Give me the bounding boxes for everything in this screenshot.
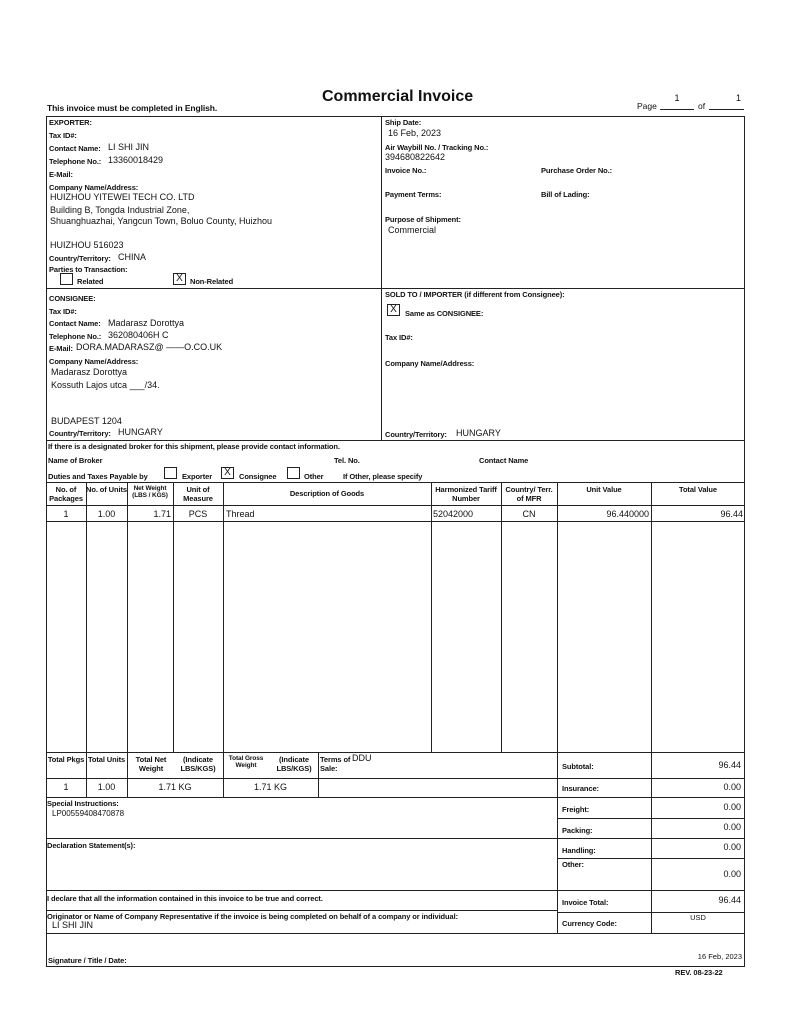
freight-value: 0.00 [723, 802, 741, 812]
consignee-heading: CONSIGNEE: [49, 294, 96, 303]
consignee-phone-label: Telephone No.: [49, 332, 102, 341]
sold-to-heading: SOLD TO / IMPORTER (if different from Consignee): [385, 290, 565, 299]
sold-to-country: HUNGARY [456, 428, 501, 438]
exporter-company-label: Company Name/Address: [49, 183, 139, 192]
exporter-heading: EXPORTER: [49, 118, 92, 127]
handling-value: 0.00 [723, 842, 741, 852]
sold-to-tax-label: Tax ID#: [385, 333, 413, 342]
col-header: Net Weight (LBS / KGS) [132, 485, 168, 499]
handling-label: Handling: [562, 846, 596, 855]
consignee-address-line: Kossuth Lajos utca ___/34. [51, 380, 160, 390]
terms-of-sale: DDU [352, 753, 372, 763]
english-note: This invoice must be completed in English. [47, 103, 218, 113]
awb-number: 394680822642 [385, 152, 446, 162]
awb-label: Air Waybill No. / Tracking No.: [385, 143, 489, 152]
parties-label: Parties to Transaction: [49, 265, 128, 274]
total-gross-weight: 1.71 KG [253, 782, 288, 792]
payment-terms-label: Payment Terms: [385, 190, 442, 199]
same-as-consignee-label: Same as CONSIGNEE: [405, 309, 484, 318]
non-related-checkbox[interactable]: X [173, 273, 186, 285]
insurance-value: 0.00 [723, 782, 741, 792]
col-header: Total Value [679, 485, 717, 494]
originator-label: Originator or Name of Company Representative if the invoice is being completed on behalf of a company or individual: [47, 912, 458, 921]
cell-net-weight: 1.71 [153, 509, 171, 519]
duties-consignee-checkbox[interactable]: X [221, 467, 234, 479]
sold-to-company-label: Company Name/Address: [385, 359, 475, 368]
revision-label: REV. 08-23-22 [675, 968, 723, 977]
duties-exporter-label: Exporter [182, 472, 213, 481]
of-label: of [698, 101, 706, 111]
currency-code: USD [690, 913, 706, 922]
total-gross-indicate: (Indicate LBS/KGS) [276, 755, 312, 773]
total-pkgs-label: Total Pkgs [47, 755, 85, 764]
exporter-contact-label: Contact Name: [49, 144, 101, 153]
related-label: Related [77, 277, 104, 286]
total-pkgs: 1 [63, 782, 69, 792]
col-header: Description of Goods [289, 489, 365, 498]
other-value: 0.00 [723, 869, 741, 879]
special-instructions-label: Special Instructions: [47, 799, 119, 808]
po-label: Purchase Order No.: [541, 166, 613, 175]
sold-to-country-label: Country/Territory: [385, 430, 447, 439]
invoice-form [46, 116, 745, 967]
packing-label: Packing: [562, 826, 593, 835]
total-units-label: Total Units [87, 755, 126, 764]
subtotal-value: 96.44 [718, 760, 741, 770]
invoice-no-label: Invoice No.: [385, 166, 427, 175]
exporter-contact: LI SHI JIN [108, 142, 150, 152]
consignee-contact-label: Contact Name: [49, 319, 101, 328]
consignee-company-label: Company Name/Address: [49, 357, 139, 366]
subtotal-label: Subtotal: [562, 762, 594, 771]
duties-label: Duties and Taxes Payable by [48, 472, 148, 481]
exporter-address-line: HUIZHOU YITEWEI TECH CO. LTD [50, 192, 195, 202]
col-header: No. of Packages [49, 485, 83, 503]
col-header: Unit of Measure [183, 485, 213, 503]
consignee-contact: Madarasz Dorottya [108, 318, 185, 328]
consignee-address-line: BUDAPEST 1204 [51, 416, 122, 426]
exporter-address-line: Building B, Tongda Industrial Zone, [50, 205, 190, 215]
insurance-label: Insurance: [562, 784, 599, 793]
same-as-consignee-checkbox[interactable]: X [387, 304, 400, 316]
ship-date-label: Ship Date: [385, 118, 422, 127]
consignee-country: HUNGARY [118, 427, 163, 437]
consignee-tax-label: Tax ID#: [49, 307, 77, 316]
other-label: Other: [562, 860, 584, 869]
duties-consignee-label: Consignee [239, 472, 277, 481]
page-label: Page [637, 101, 657, 111]
page-count: 1 [709, 93, 744, 110]
signature-date: 16 Feb, 2023 [697, 952, 742, 961]
ship-date: 16 Feb, 2023 [388, 128, 442, 138]
total-gross-label: Total Gross Weight [228, 755, 264, 769]
col-header: Country/ Terr. of MFR [505, 485, 553, 503]
purpose: Commercial [388, 225, 437, 235]
consignee-phone: 362080406H C [108, 330, 169, 340]
related-checkbox[interactable] [60, 273, 73, 285]
currency-code-label: Currency Code: [562, 919, 617, 928]
signature-label: Signature / Title / Date: [48, 956, 127, 965]
total-units: 1.00 [97, 782, 116, 792]
cell-units: 1.00 [97, 509, 116, 519]
duties-specify-label: If Other, please specify [343, 472, 423, 481]
invoice-total-label: Invoice Total: [562, 898, 609, 907]
exporter-email-label: E-Mail: [49, 170, 73, 179]
bol-label: Bill of Lading: [541, 190, 590, 199]
consignee-address-line: Madarasz Dorottya [51, 367, 128, 377]
freight-label: Freight: [562, 805, 590, 814]
exporter-tax-label: Tax ID#: [49, 131, 77, 140]
broker-note: If there is a designated broker for this shipment, please provide contact information. [48, 442, 340, 451]
consignee-email-label: E-Mail: [49, 344, 73, 353]
invoice-total-value: 96.44 [718, 895, 741, 905]
broker-contact-label: Contact Name [479, 456, 529, 465]
cell-unit-measure: PCS [188, 509, 208, 519]
total-net-label: Total Net Weight [135, 755, 167, 773]
page-number: 1 [660, 93, 694, 110]
col-header: Unit Value [586, 485, 622, 494]
total-net-weight: 1.71 KG [158, 782, 192, 792]
originator-name: LI SHI JIN [52, 920, 94, 930]
consignee-country-label: Country/Territory: [49, 429, 111, 438]
cell-tariff: 52042000 [433, 509, 474, 519]
cell-description: Thread [226, 509, 255, 519]
broker-tel-label: Tel. No. [334, 456, 360, 465]
terms-of-sale-label: Terms of Sale: [320, 755, 351, 773]
declaration-text: I declare that all the information contained in this invoice to be true and correct. [47, 894, 323, 903]
cell-unit-value: 96.440000 [606, 509, 649, 519]
consignee-email: DORA.MADARASZ@ ——O.CO.UK [76, 342, 223, 352]
declaration-label: Declaration Statement(s): [47, 841, 136, 850]
packing-value: 0.00 [723, 822, 741, 832]
col-header: No. of Units [86, 485, 127, 494]
duties-other-checkbox[interactable] [287, 467, 300, 479]
exporter-country: CHINA [118, 252, 147, 262]
cell-packages: 1 [63, 509, 69, 519]
cell-country: CN [522, 509, 536, 519]
col-header: Harmonized Tariff Number [435, 485, 497, 503]
page-title: Commercial Invoice [322, 88, 474, 105]
exporter-phone-label: Telephone No.: [49, 157, 102, 166]
purpose-label: Purpose of Shipment: [385, 215, 461, 224]
duties-other-label: Other [304, 472, 324, 481]
cell-total-value: 96.44 [720, 509, 743, 519]
special-instructions: LP00559408470878 [52, 809, 125, 818]
non-related-label: Non-Related [190, 277, 234, 286]
exporter-country-label: Country/Territory: [49, 254, 111, 263]
exporter-address-line: HUIZHOU 516023 [50, 240, 124, 250]
total-net-indicate: (Indicate LBS/KGS) [180, 755, 216, 773]
exporter-phone: 13360018429 [108, 155, 164, 165]
exporter-address-line: Shuanghuazhai, Yangcun Town, Boluo County, Huizhou [50, 216, 272, 226]
duties-exporter-checkbox[interactable] [164, 467, 177, 479]
broker-name-label: Name of Broker [48, 456, 103, 465]
